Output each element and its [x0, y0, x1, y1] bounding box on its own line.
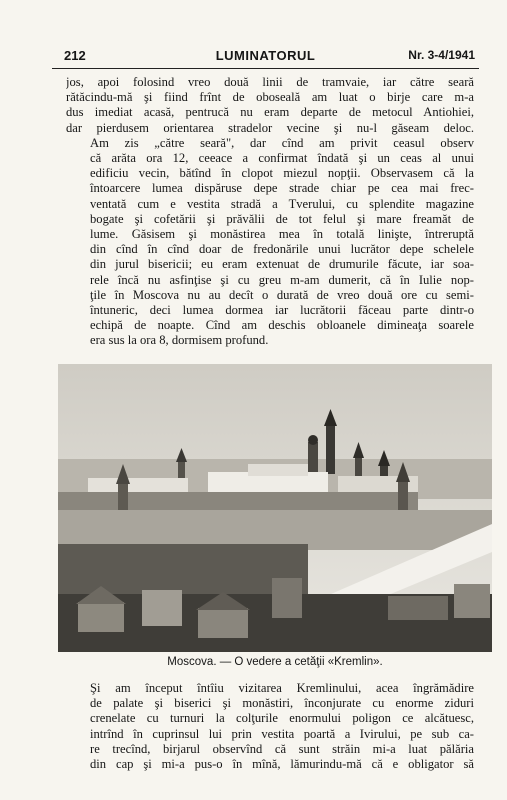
text-line: Şi am început întîiu vizitarea Kremlinului, acea îngrămădire	[90, 681, 474, 695]
kremlin-photo	[58, 364, 492, 652]
text-line: crenelate cu turnuri la colţurile enormului poligon ce alcătuesc,	[90, 711, 474, 726]
page-number: 212	[64, 48, 86, 63]
paragraph	[66, 681, 474, 772]
photo-caption: Moscova. — O vedere a cetăţii «Kremlin».	[167, 656, 383, 668]
text-line: întuneric, deci lumea dormea iar lucrătorii făceau parte dintr-o	[90, 303, 474, 318]
text-line: ventată cum e vestita stradă a Tverului, cu splendite magazine	[90, 196, 474, 211]
text-line: din cînd în cînd doar de fredonările unui lucrător depe schelele	[90, 242, 474, 257]
text-line: echipă de noapte. Cînd am deschis obloanele dimineaţa soarele	[90, 318, 474, 333]
journal-title: LUMINATORUL	[215, 48, 316, 63]
text-line: că arăta ora 12, ceeace a confirmat îndată şi un ceas al unui	[90, 151, 474, 166]
text-line: din cap şi mi-a pus-o în mînă, lămurindu-mă că e obligator să	[90, 757, 474, 772]
text-line: de palate şi biserici şi monăstiri, înconjurate cu enorme ziduri	[90, 696, 474, 711]
text-line: intrînd în cuprinsul lui prin vestita poartă a Ivirului, pe sub ca-	[90, 726, 474, 741]
text-line: re trecînd, birjarul observînd că sunt străin mi-a luat pălăria	[90, 741, 474, 756]
kremlin-photo-drawing	[58, 364, 492, 652]
page-header	[52, 48, 479, 69]
text-line: bogate şi cofetării şi prăvălii de tot felul şi mare freamăt de	[90, 211, 474, 226]
text-line: jos, apoi folosind vreo două linii de tramvaie, iar către seară	[66, 75, 474, 89]
text-line: din jurul bisericii; eu eram extenuat de drumurile făcute, iar soa-	[90, 257, 474, 272]
text-line: Am zis „către seară", dar cînd am privit ceasul observ	[90, 135, 474, 150]
text-line: era sus la ora 8, dormisem profund.	[90, 333, 269, 348]
text-line: rele încă nu asfinţise şi cu greu m-am dumerit, că în Iulie nop-	[90, 272, 474, 287]
text-line: rătăcindu-mă şi fiind frînt de oboseală am luat o birje care m-a	[66, 90, 474, 105]
text-line: întoarcere lumea dispăruse depe strade chiar pe cea mai frec-	[90, 181, 474, 196]
text-line: edificiu vecin, bătînd în clopot miezul nopţii. Observasem că la	[90, 166, 474, 181]
article-text-top	[66, 75, 474, 349]
text-line: dus imediat acasă, pentrucă nu eram departe de metocul Antiohiei,	[66, 105, 474, 120]
paragraph	[66, 136, 474, 349]
text-line: dar pierdusem orientarea stradelor vecine şi nu-l găseam deloc.	[66, 120, 474, 135]
paragraph-continued	[66, 75, 474, 136]
article-text-bottom	[66, 681, 474, 772]
issue-number: Nr. 3-4/1941	[408, 48, 475, 62]
text-line: ţile în Moscova nu au decît o durată de vreo două ore cu semi-	[90, 287, 474, 302]
text-line: lume. Găsisem şi monăstirea mea în totală linişte, întreruptă	[90, 227, 474, 242]
